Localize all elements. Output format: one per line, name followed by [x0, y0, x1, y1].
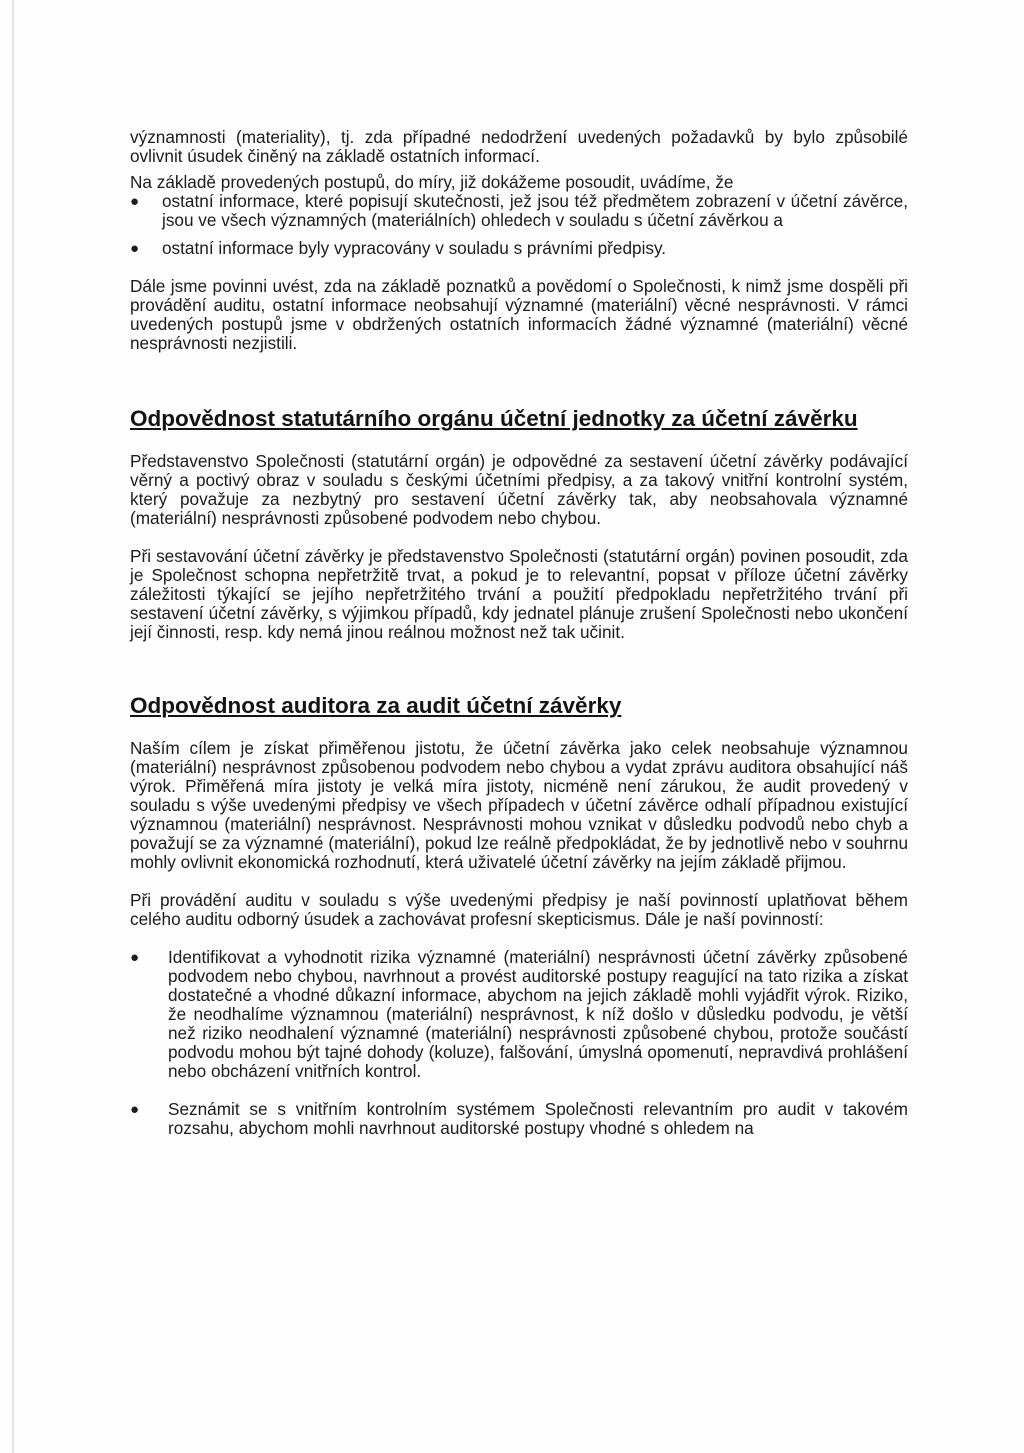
basis-paragraph: Na základě provedených postupů, do míry, již dokážeme posoudit, uvádíme, že	[130, 172, 734, 192]
scan-edge-line	[12, 0, 14, 1453]
bullet-icon: ●	[130, 193, 140, 210]
auditor-paragraph-1: Naším cílem je získat přiměřenou jistotu, že účetní závěrka jako celek neobsahuje významnou (materiální) nesprávnost způsobenou podvodem nebo chybou a vydat zprávu auditora obsahující náš výrok. Přiměřená míra jistoty je velká míra jistoty, nicméně není zárukou, že audit provedený v souladu s výše uvedenými předpisy ve všech případech v účetní závěrce odhalí případnou existující významnou (materiální) nesprávnost. Nesprávnosti mohou vznikat v důsledku podvodů nebo chyb a považují se za významné (materiální), pokud lze reálně předpokládat, že by jednotlivě nebo v souhrnu mohly ovlivnit ekonomická rozhodnutí, která uživatelé účetní závěrky na jejím základě přijmou.	[130, 738, 908, 872]
list-item	[130, 239, 908, 258]
list-item-text: ostatní informace, které popisují skutečnosti, jež jsou též předmětem zobrazení v účetní závěrce, jsou ve všech významných (materiálních) ohledech v souladu s účetní závěrkou a	[162, 191, 908, 230]
list-item	[130, 948, 908, 1081]
document-body	[130, 128, 908, 1138]
bullet-icon: ●	[130, 240, 140, 257]
list-item-text: Identifikovat a vyhodnotit rizika významné (materiální) nesprávnosti účetní závěrky způsobené podvodem nebo chybou, navrhnout a provést auditorské postupy reagující na tato rizika a získat dostatečné a vhodné důkazní informace, abychom na jejich základě mohli vyjádřit výrok. Riziko, že neodhalíme významnou (materiální) nesprávnost, k níž došlo v důsledku podvodu, je větší než riziko neodhalení významné (materiální) nesprávnosti způsobené chybou, protože součástí podvodu mohou být tajné dohody (koluze), falšování, úmyslná opomenutí, nepravdivá prohlášení nebo obcházení vnitřních kontrol.	[168, 947, 908, 1081]
list-item-text: ostatní informace byly vypracovány v souladu s právními předpisy.	[162, 238, 667, 258]
heading-auditor-responsibility: Odpovědnost auditora za audit účetní závěrky	[130, 693, 622, 718]
intro-paragraph: významnosti (materiality), tj. zda případné nedodržení uvedených požadavků by bylo způsobilé ovlivnit úsudek činěný na základě ostatních informací.	[130, 127, 908, 166]
list-item	[130, 192, 908, 230]
heading-statutory-responsibility: Odpovědnost statutárního orgánu účetní jednotky za účetní závěrku	[130, 406, 858, 431]
bullet-icon: ●	[130, 949, 140, 966]
statutory-paragraph-2: Při sestavování účetní závěrky je představenstvo Společnosti (statutární orgán) povinen posoudit, zda je Společnost schopna nepřetržitě trvat, a pokud je to relevantní, popsat v příloze účetní závěrky záležitosti týkající se jejího nepřetržitého trvání a použití předpokladu nepřetržitého trvání při sestavení účetní závěrky, s výjimkou případů, kdy jednatel plánuje zrušení Společnosti nebo ukončení její činnosti, resp. kdy nemá jinou reálnou možnost než tak učinit.	[130, 546, 908, 642]
statutory-paragraph-1: Představenstvo Společnosti (statutární orgán) je odpovědné za sestavení účetní závěrky podávající věrný a poctivý obraz v souladu s českými účetními předpisy, a za takový vnitřní kontrolní systém, který považuje za nezbytný pro sestavení účetní závěrky tak, aby neobsahovala významné (materiální) nesprávnosti způsobené podvodem nebo chybou.	[130, 451, 908, 528]
bullet-icon: ●	[130, 1101, 140, 1118]
list-item	[130, 1100, 908, 1138]
auditor-duties-list	[130, 948, 908, 1138]
list-item-text: Seznámit se s vnitřním kontrolním systémem Společnosti relevantním pro audit v takovém rozsahu, abychom mohli navrhnout auditorské postupy vhodné s ohledem na	[168, 1099, 908, 1138]
further-paragraph: Dále jsme povinni uvést, zda na základě poznatků a povědomí o Společnosti, k nimž jsme dospěli při provádění auditu, ostatní informace neobsahují významné (materiální) věcné nesprávnosti. V rámci uvedených postupů jsme v obdržených ostatních informacích žádné významné (materiální) věcné nesprávnosti nezjistili.	[130, 276, 908, 353]
auditor-paragraph-2: Při provádění auditu v souladu s výše uvedenými předpisy je naší povinností uplatňovat během celého auditu odborný úsudek a zachovávat profesní skepticismus. Dále je naší povinností:	[130, 890, 908, 929]
basis-bullet-list	[130, 192, 908, 258]
